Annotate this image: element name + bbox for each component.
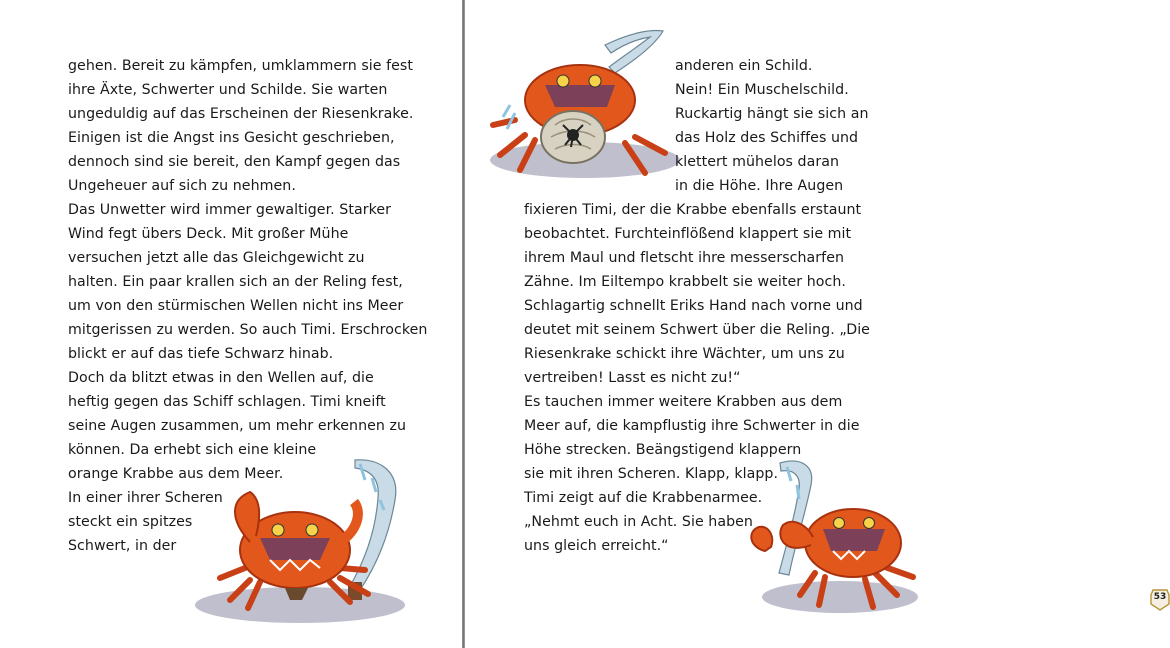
right-text-line: uns gleich erreicht.“ <box>524 538 669 554</box>
page-number-badge <box>1150 589 1170 611</box>
left-text-line: seine Augen zusammen, um mehr erkennen zu <box>68 418 407 434</box>
right-text-line: ihrem Maul und fletscht ihre messerscharfen <box>524 250 845 266</box>
left-text-line: Das Unwetter wird immer gewaltiger. Starker <box>68 202 392 218</box>
right-text-line: das Holz des Schiffes und <box>675 130 859 146</box>
left-text-line: Schwert, in der <box>68 538 177 554</box>
left-text-line: steckt ein spitzes <box>68 514 193 530</box>
right-text-line: Nein! Ein Muschelschild. <box>675 82 849 98</box>
right-text-line: klettert mühelos daran <box>675 154 840 170</box>
left-text-line: dennoch sind sie bereit, den Kampf gegen das <box>68 154 401 170</box>
left-text-line: ungeduldig auf das Erscheinen der Riesenkrake. <box>68 106 414 122</box>
right-text-line: Zähne. Im Eiltempo krabbelt sie weiter hoch. <box>524 274 846 290</box>
left-text-line: In einer ihrer Scheren <box>68 490 223 506</box>
right-text-line: Meer auf, die kampflustig ihre Schwerter in die <box>524 418 860 434</box>
left-text-line: Einigen ist die Angst ins Gesicht geschrieben, <box>68 130 395 146</box>
crab-with-sword-illustration <box>190 450 420 630</box>
right-text-line: sie mit ihren Scheren. Klapp, klapp. <box>524 466 779 482</box>
right-text-line: Timi zeigt auf die Krabbenarmee. <box>524 490 763 506</box>
left-text-line: Ungeheuer auf sich zu nehmen. <box>68 178 296 194</box>
left-text-line: blickt er auf das tiefe Schwarz hinab. <box>68 346 334 362</box>
left-text-line: ihre Äxte, Schwerter und Schilde. Sie warten <box>68 82 388 98</box>
right-text-line: Riesenkrake schickt ihre Wächter, um uns zu <box>524 346 845 362</box>
right-text-line: deutet mit seinem Schwert über die Reling. „Die <box>524 322 870 338</box>
right-page <box>465 0 1167 648</box>
right-text-line: Ruckartig hängt sie sich an <box>675 106 869 122</box>
right-text-line: fixieren Timi, der die Krabbe ebenfalls erstaunt <box>524 202 862 218</box>
right-text-line: beobachtet. Furchteinflößend klappert sie mit <box>524 226 852 242</box>
right-text-line: Es tauchen immer weitere Krabben aus dem <box>524 394 843 410</box>
left-text-line: orange Krabbe aus dem Meer. <box>68 466 284 482</box>
right-text-line: Schlagartig schnellt Eriks Hand nach vorne und <box>524 298 863 314</box>
left-page <box>0 0 462 648</box>
right-text-line: vertreiben! Lasst es nicht zu!“ <box>524 370 741 386</box>
right-text-line: anderen ein Schild. <box>675 58 813 74</box>
left-text-line: heftig gegen das Schiff schlagen. Timi kneift <box>68 394 386 410</box>
left-text-line: um von den stürmischen Wellen nicht ins Meer <box>68 298 404 314</box>
left-text-line: gehen. Bereit zu kämpfen, umklammern sie fest <box>68 58 413 74</box>
right-text-line: in die Höhe. Ihre Augen <box>675 178 844 194</box>
left-text-line: Wind fegt übers Deck. Mit großer Mühe <box>68 226 349 242</box>
left-text-line: können. Da erhebt sich eine kleine <box>68 442 317 458</box>
left-text-line: mitgerissen zu werden. So auch Timi. Erschrocken <box>68 322 428 338</box>
crab-with-shell-shield-illustration <box>485 25 680 185</box>
left-text-line: halten. Ein paar krallen sich an der Reling fest, <box>68 274 403 290</box>
right-text-line: „Nehmt euch in Acht. Sie haben <box>524 514 753 530</box>
right-text-line: Höhe strecken. Beängstigend klappern <box>524 442 802 458</box>
left-text-line: versuchen jetzt alle das Gleichgewicht zu <box>68 250 365 266</box>
crab-with-sword-illustration <box>745 455 920 620</box>
left-text-line: Doch da blitzt etwas in den Wellen auf, die <box>68 370 374 386</box>
page-number-text: 53 <box>1153 592 1167 602</box>
